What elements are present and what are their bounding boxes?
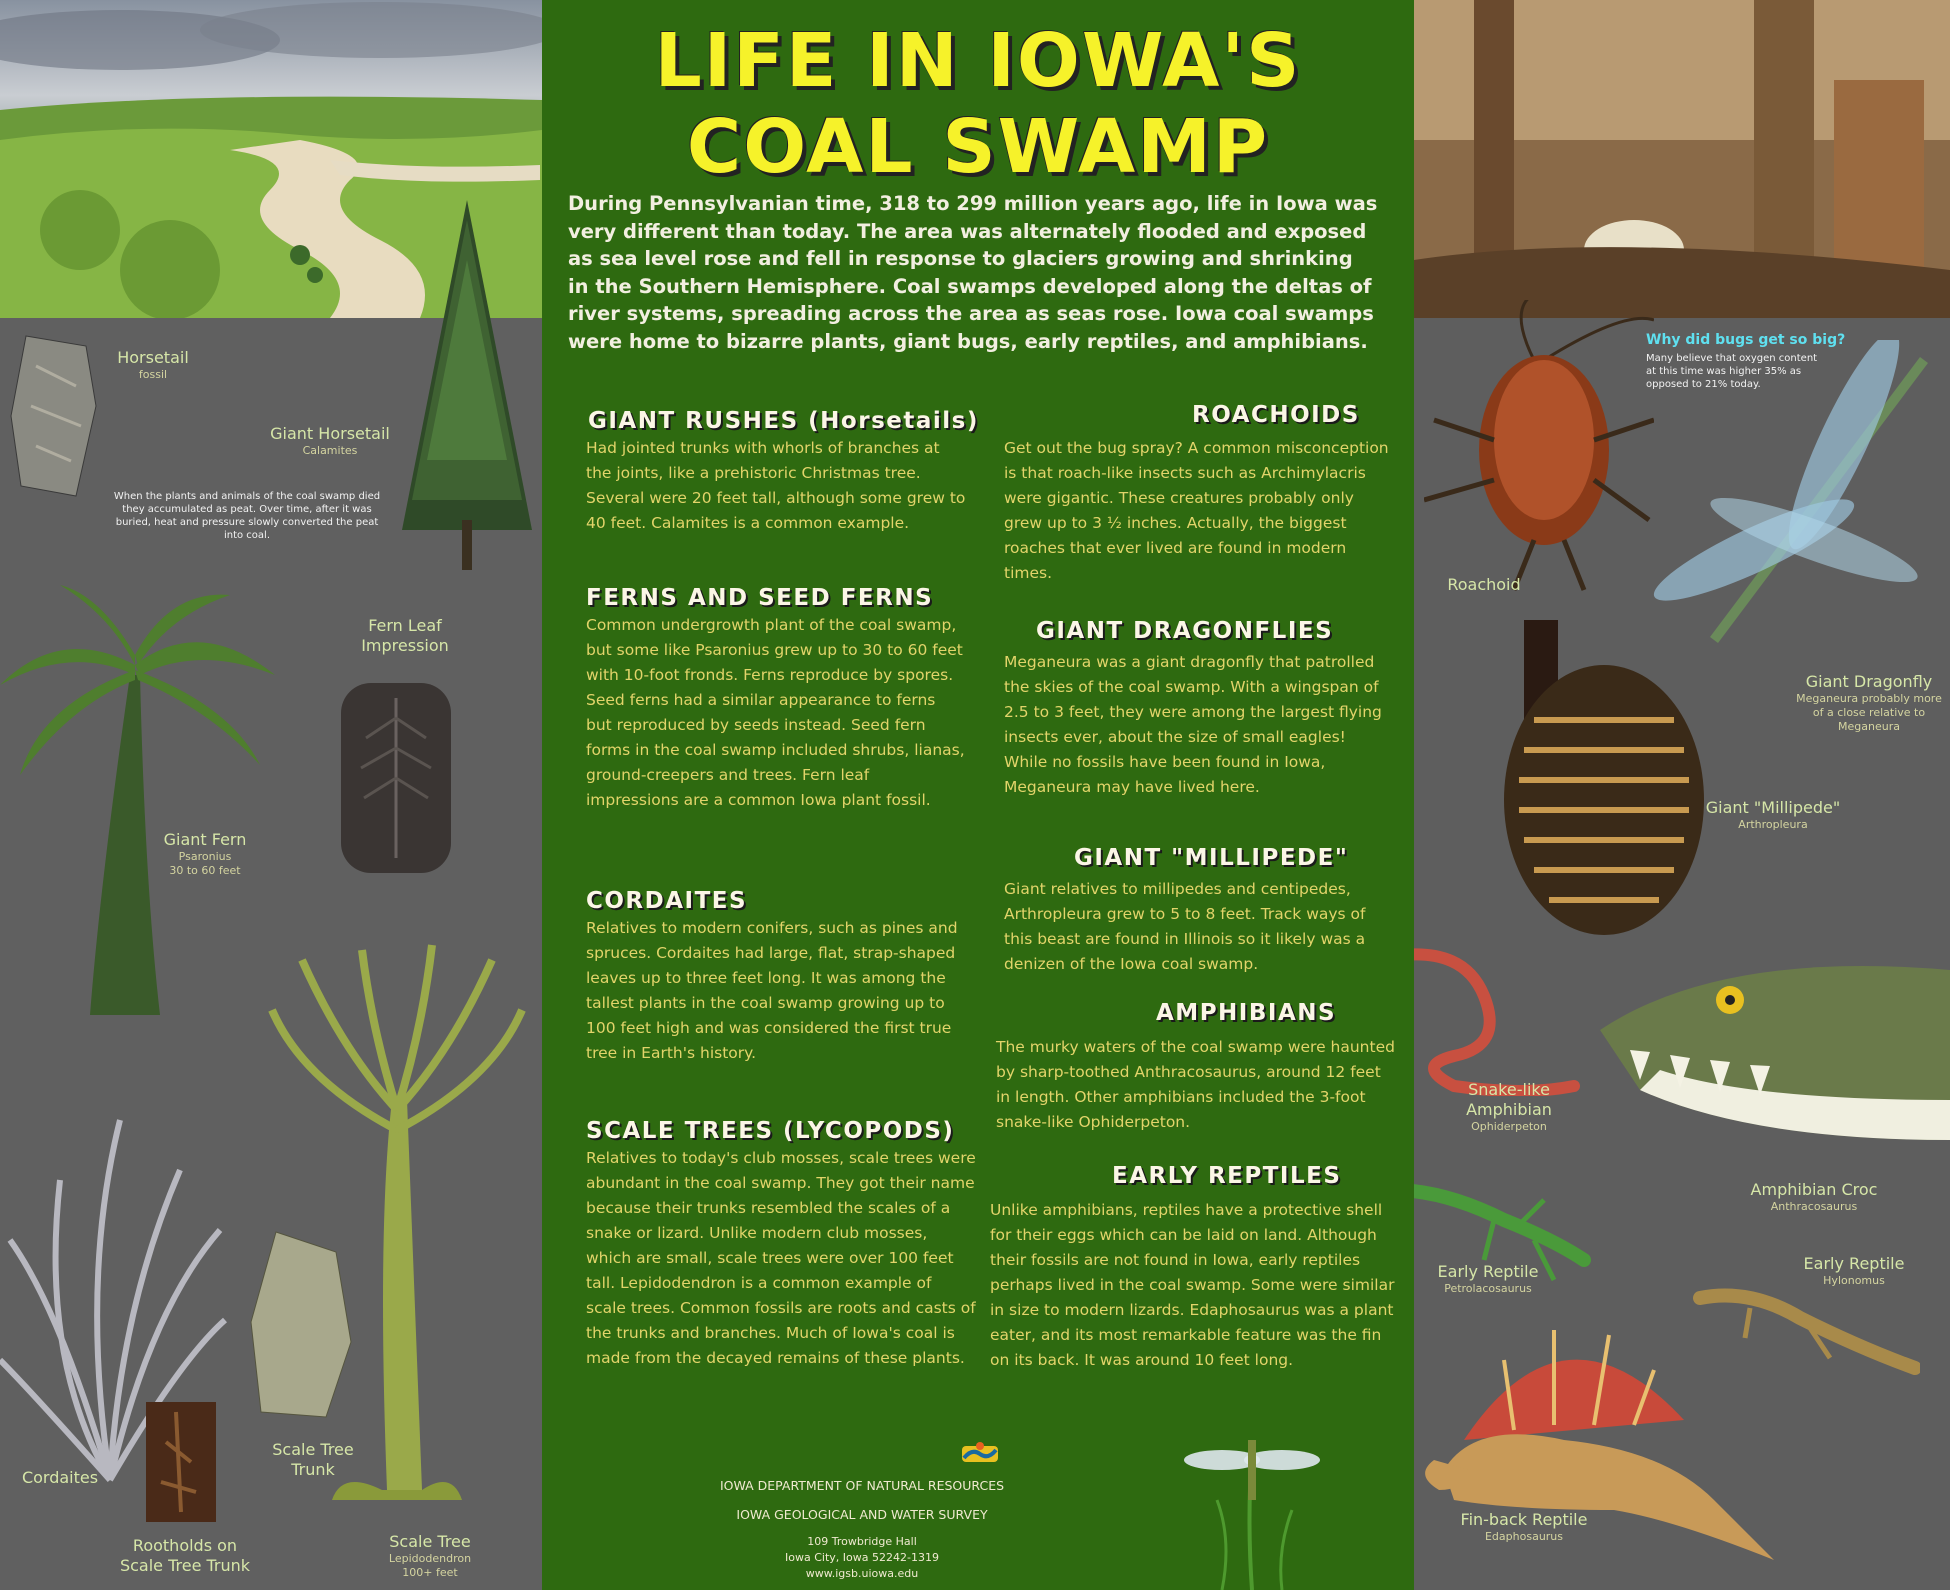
- roachoid-image: [1424, 300, 1654, 600]
- giant-millipede-image: [1474, 620, 1714, 940]
- fern-leaf-fossil-image: [336, 678, 456, 878]
- text-scale-trees: Relatives to today's club mosses, scale trees were abundant in the coal swamp. They got their name because their trunks resembled the scales of a snake or lizard. Unlike modern club mosses, which are small, scale trees were over 100 feet tall. Lepidodendron is a common example of scale trees. Common fossils are roots and casts of the trunks and branches. Much of Iowa's coal is made from the decayed remains of these plants.: [586, 1149, 976, 1367]
- coal-formation-note: When the plants and animals of the coal swamp died they accumulated as peat. Over time, after it was buried, heat and pressure slowly converted the peat into coal.: [113, 491, 381, 541]
- giant-fern-image: [0, 585, 280, 1025]
- center-panel: [542, 0, 1414, 1590]
- rootlets-fossil-image: [146, 1402, 216, 1522]
- cordaites-label: Cordaites: [21, 1468, 99, 1487]
- snake-amphibian-label: Snake-like Amphibian Ophiderpeton: [1466, 1080, 1552, 1133]
- scale-tree-trunk-label: Scale Tree Trunk: [272, 1440, 354, 1479]
- scale-tree-label: Scale Tree Lepidodendron 100+ feet: [388, 1532, 472, 1579]
- text-millipede: Giant relatives to millipedes and centipedes, Arthropleura grew to 5 to 8 feet. Track ways of this beast are found in Illinois so it likely was a denizen of the Iowa coal swamp.: [1004, 880, 1366, 973]
- title-line-2: COAL SWAMP: [686, 104, 1270, 190]
- early-reptile-right-label: Early Reptile Hylonomus: [1803, 1254, 1905, 1287]
- bugs-question: Why did bugs get so big?: [1646, 332, 1846, 348]
- text-ferns: Common undergrowth plant of the coal swamp, but some like Psaronius grew up to 30 to 60 feet with 10-foot fronds. Ferns reproduce by spores. Seed ferns had a similar appearance to ferns but reproduced by seeds instead. Seed fern forms in the coal swamp included shrubs, lianas, ground-creepers and trees. Fern leaf impressions are a common Iowa plant fossil.: [586, 616, 965, 809]
- fin-back-label: Fin-back Reptile Edaphosaurus: [1460, 1510, 1588, 1543]
- address-line-2: Iowa City, Iowa 52242-1319: [785, 1551, 939, 1564]
- heading-giant-rushes: GIANT RUSHES (Horsetails): [588, 408, 979, 434]
- heading-amphibians: AMPHIBIANS: [1156, 1000, 1337, 1026]
- heading-early-reptiles: EARLY REPTILES: [1112, 1163, 1342, 1189]
- bureau-name: IOWA GEOLOGICAL AND WATER SURVEY: [736, 1507, 988, 1522]
- coal-swamp-diorama-photo: [1414, 0, 1950, 318]
- title-line-1: LIFE IN IOWA'S: [654, 18, 1302, 104]
- horsetail-fossil-label: Horsetail fossil: [117, 348, 189, 381]
- snake-amphibian-image: [1414, 936, 1594, 1096]
- dragonfly-plant-icon: [1182, 1420, 1322, 1590]
- dnr-logo-icon: [960, 1440, 1000, 1466]
- giant-horsetail-label: Giant Horsetail Calamites: [270, 424, 390, 457]
- text-early-reptiles: Unlike amphibians, reptiles have a protective shell for their eggs which can be laid on land. Although their fossils are not found in Iowa, early reptiles perhaps lived in the coal swamp. Some were similar in size to modern lizards. Edaphosaurus was a plant eater, and its most remarkable feature was the fin on its back. It was around 10 feet long.: [990, 1201, 1395, 1369]
- roachoid-label: Roachoid: [1447, 575, 1521, 594]
- heading-millipede: GIANT "MILLIPEDE": [1074, 845, 1349, 871]
- scale-tree-image: [262, 930, 532, 1510]
- giant-fern-label: Giant Fern Psaronius 30 to 60 feet: [163, 830, 247, 877]
- address-line-1: 109 Trowbridge Hall: [807, 1535, 917, 1548]
- bugs-answer: Many believe that oxygen content at this time was higher 35% as opposed to 21% today.: [1646, 353, 1818, 390]
- amphibian-croc-label: Amphibian Croc Anthracosaurus: [1750, 1180, 1878, 1213]
- text-dragonflies: Meganeura was a giant dragonfly that patrolled the skies of the coal swamp. With a wingspan of 2.5 to 3 feet, they were among the largest flying insects ever, about the size of small eagles! While no fossils have been found in Iowa, Meganeura may have lived here.: [1004, 653, 1382, 796]
- giant-millipede-label: Giant "Millipede" Arthropleura: [1705, 798, 1841, 831]
- heading-roachoids: ROACHOIDS: [1192, 402, 1360, 428]
- text-roachoids: Get out the bug spray? A common misconception is that roach-like insects such as Archimylacris were gigantic. These creatures probably only grew up to 3 ½ inches. Actually, the biggest roaches that ever lived are found in modern times.: [1004, 439, 1389, 582]
- text-giant-rushes: Had jointed trunks with whorls of branches at the joints, like a prehistoric Christmas tree. Several were 20 feet tall, although some grew to 40 feet. Calamites is a common example.: [586, 439, 966, 532]
- heading-scale-trees: SCALE TREES (LYCOPODS): [586, 1118, 955, 1144]
- heading-dragonflies: GIANT DRAGONFLIES: [1036, 618, 1334, 644]
- early-reptile-left-label: Early Reptile Petrolacosaurus: [1437, 1262, 1539, 1295]
- giant-dragonfly-label: Giant Dragonfly Meganeura probably more of a close relative to Meganeura: [1796, 672, 1942, 733]
- text-cordaites: Relatives to modern conifers, such as pines and spruces. Cordaites had large, flat, strap-shaped leaves up to three feet long. It was among the tallest plants in the coal swamp growing up to 100 feet high and was considered the first true tree in Earth's history.: [586, 919, 958, 1062]
- website: www.igsb.uiowa.edu: [805, 1567, 919, 1580]
- heading-cordaites: CORDAITES: [586, 888, 748, 914]
- intro-paragraph: During Pennsylvanian time, 318 to 299 million years ago, life in Iowa was very different than today. The area was alternately flooded and exposed as sea level rose and fell in response to glaciers growing and shrinking in the Southern Hemisphere. Coal swamps developed along the deltas of river systems, spreading across the area as seas rose. Iowa coal swamps were home to bizarre plants, giant bugs, early reptiles, and amphibians.: [568, 192, 1378, 353]
- right-panel: [1414, 0, 1950, 1590]
- rootlets-label: Rootholds on Scale Tree Trunk: [119, 1536, 251, 1575]
- giant-horsetail-image: [392, 200, 542, 580]
- agency-name: IOWA DEPARTMENT OF NATURAL RESOURCES: [719, 1478, 1005, 1493]
- horsetail-fossil-image: [6, 326, 106, 506]
- amphibian-croc-image: [1600, 940, 1950, 1160]
- text-amphibians: The murky waters of the coal swamp were haunted by sharp-toothed Anthracosaurus, around 12 feet in length. Other amphibians included the 3-foot snake-like Ophiderpeton.: [996, 1038, 1395, 1131]
- heading-ferns: FERNS AND SEED FERNS: [586, 585, 934, 611]
- left-panel: [0, 0, 542, 1590]
- fern-leaf-label: Fern Leaf Impression: [361, 616, 449, 655]
